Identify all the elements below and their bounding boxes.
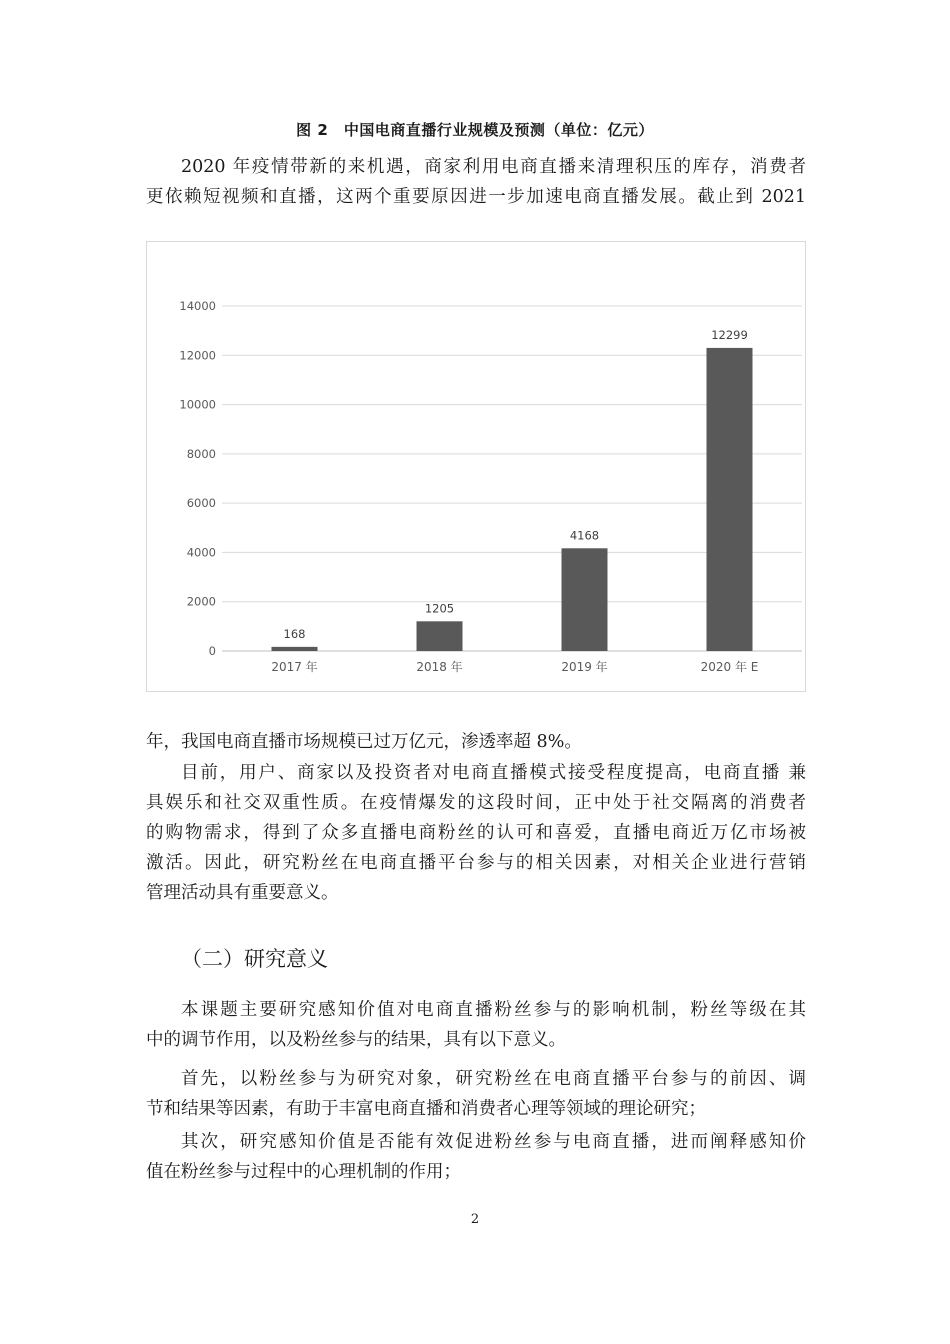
bar-chart-svg xyxy=(147,242,805,691)
y-tick-label: 14000 xyxy=(179,299,216,313)
bar xyxy=(417,621,463,651)
bar-chart xyxy=(146,241,806,692)
text-line: 年，我国电商直播市场规模已过万亿元，渗透率超 8%。 xyxy=(146,732,582,752)
data-label: 1205 xyxy=(424,601,455,616)
text-line: 目前，用户、商家以及投资者对电商直播模式接受程度提高，电商直播 兼 xyxy=(181,763,806,783)
text-line: 其次，研究感知价值是否能有效促进粉丝参与电商直播，进而阐释感知价 xyxy=(181,1132,806,1152)
bar xyxy=(272,647,318,651)
bar xyxy=(562,548,608,651)
text-line: 更依赖短视频和直播，这两个重要原因进一步加速电商直播发展。截止到 2021 xyxy=(146,187,806,207)
text-line: 的购物需求，得到了众多直播电商粉丝的认可和喜爱，直播电商近万亿市场被 xyxy=(146,823,806,843)
y-tick-label: 6000 xyxy=(186,496,216,511)
x-tick-label: 2020 年 E xyxy=(700,660,759,674)
paragraph-significance xyxy=(146,995,806,1055)
paragraph-first xyxy=(146,1064,806,1124)
text-line: 本课题主要研究感知价值对电商直播粉丝参与的影响机制，粉丝等级在其 xyxy=(181,1000,806,1020)
text-line: 首先，以粉丝参与为研究对象，研究粉丝在电商直播平台参与的前因、调 xyxy=(181,1069,806,1089)
page-number: 2 xyxy=(470,1212,480,1227)
paragraph-intro xyxy=(146,152,806,212)
bar xyxy=(707,348,753,651)
data-label: 4168 xyxy=(569,528,600,543)
paragraph-intro-continued xyxy=(146,727,806,757)
y-tick-label: 4000 xyxy=(186,545,216,560)
paragraph-current-state xyxy=(146,758,806,908)
y-tick-label: 2000 xyxy=(186,594,216,609)
section-heading: （二）研究意义 xyxy=(181,947,328,971)
y-tick-label: 10000 xyxy=(179,397,216,412)
paragraph-second xyxy=(146,1127,806,1187)
text-line: 管理活动具有重要意义。 xyxy=(146,883,339,903)
text-line: 激活。因此，研究粉丝在电商直播平台参与的相关因素，对相关企业进行营销 xyxy=(146,853,806,873)
figure-caption: 图 2 中国电商直播行业规模及预测（单位：亿元） xyxy=(296,121,654,139)
x-tick-label: 2018 年 xyxy=(416,660,463,674)
text-line: 中的调节作用，以及粉丝参与的结果，具有以下意义。 xyxy=(146,1030,566,1050)
text-line: 节和结果等因素，有助于丰富电商直播和消费者心理等领域的理论研究； xyxy=(146,1099,706,1119)
y-tick-label: 12000 xyxy=(179,348,216,363)
x-tick-label: 2019 年 xyxy=(561,660,608,674)
x-tick-label: 2017 年 xyxy=(271,660,318,674)
data-label: 12299 xyxy=(711,327,748,342)
text-line: 具娱乐和社交双重性质。在疫情爆发的这段时间，正中处于社交隔离的消费者 xyxy=(146,793,806,813)
y-tick-label: 8000 xyxy=(186,446,216,461)
y-tick-label: 0 xyxy=(208,644,216,658)
text-line: 2020 年疫情带新的来机遇，商家利用电商直播来清理积压的库存，消费者 xyxy=(181,157,806,177)
text-line: 值在粉丝参与过程中的心理机制的作用； xyxy=(146,1162,461,1182)
data-label: 168 xyxy=(283,626,306,641)
